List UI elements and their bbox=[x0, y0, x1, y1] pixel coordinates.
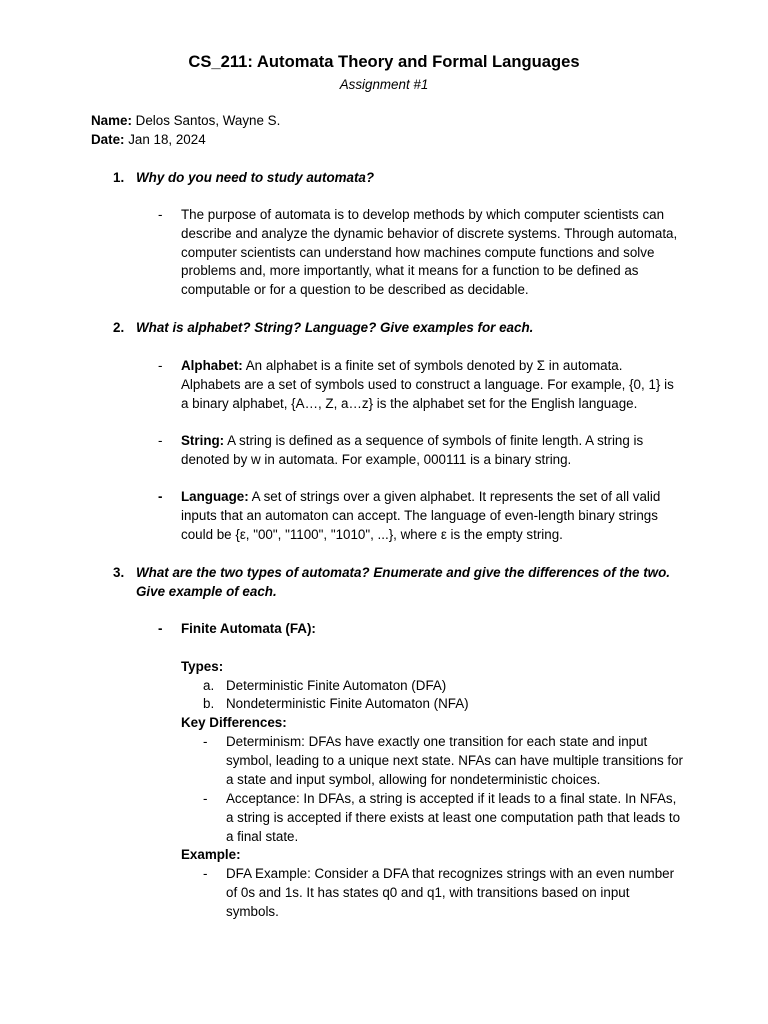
language-paragraph bbox=[181, 488, 678, 544]
type-a-text: Deterministic Finite Automaton (DFA) bbox=[226, 678, 447, 693]
dash-marker: - bbox=[158, 489, 163, 504]
question-text: What is alphabet? String? Language? Give examples for each. bbox=[136, 320, 534, 335]
date-value: Jan 18, 2024 bbox=[128, 132, 206, 147]
dash-marker: - bbox=[158, 621, 163, 636]
date-line bbox=[91, 131, 206, 149]
answer-1 bbox=[158, 206, 678, 300]
name-label: Name: bbox=[91, 113, 132, 128]
language-text: A set of strings over a given alphabet. It represents the set of all valid inputs that an automaton can accept. The language of even-length binary strings could be {ε, "00", "1100", "1010", ...}, where ε is the empty string. bbox=[181, 489, 661, 542]
language-definition bbox=[158, 488, 678, 544]
question-number: 3. bbox=[113, 565, 125, 580]
alphabet-definition bbox=[158, 357, 678, 413]
key-differences-label: Key Differences: bbox=[181, 715, 287, 730]
difference-acceptance bbox=[203, 790, 683, 846]
answer-text: The purpose of automata is to develop methods by which computer scientists can describe and analyze the dynamic behavior of discrete systems. Through automata, computer scientists can understand how machines compute functions and solve problems and, more importantly, what it means for a function to be defined as computable or for a question to be described as decidable. bbox=[181, 207, 678, 298]
type-b bbox=[203, 695, 683, 714]
dash-marker: - bbox=[158, 433, 163, 448]
list-marker: a. bbox=[203, 678, 215, 693]
alphabet-paragraph bbox=[181, 357, 678, 413]
string-label: String: bbox=[181, 433, 225, 448]
list-marker: b. bbox=[203, 696, 215, 711]
dash-marker: - bbox=[203, 866, 208, 881]
finite-automata-heading bbox=[158, 620, 678, 639]
question-number: 1. bbox=[113, 170, 125, 185]
type-b-text: Nondeterministic Finite Automaton (NFA) bbox=[226, 696, 469, 711]
difference-determinism bbox=[203, 733, 683, 789]
page-subtitle: Assignment #1 bbox=[339, 77, 429, 92]
name-line bbox=[91, 112, 280, 130]
dfa-example bbox=[203, 865, 683, 921]
question-3 bbox=[113, 564, 673, 602]
string-text: A string is defined as a sequence of symbols of finite length. A string is denoted by w in automata. For example, 000111 is a binary string. bbox=[181, 433, 644, 467]
question-text: What are the two types of automata? Enumerate and give the differences of the two. Give example of each. bbox=[136, 565, 670, 599]
difference-determinism-text: Determinism: DFAs have exactly one transition for each state and input symbol, leading to a unique next state. NFAs can have multiple transitions for a state and input symbol, allowing for nondeterministic choices. bbox=[226, 734, 684, 787]
types-label: Types: bbox=[181, 659, 224, 674]
alphabet-label: Alphabet: bbox=[181, 358, 243, 373]
name-value: Delos Santos, Wayne S. bbox=[135, 113, 281, 128]
difference-acceptance-text: Acceptance: In DFAs, a string is accepted if it leads to a final state. In NFAs, a string is accepted if there exists at least one computation path that leads to a final state. bbox=[226, 791, 681, 844]
dash-marker: - bbox=[158, 358, 163, 373]
alphabet-text: An alphabet is a finite set of symbols denoted by Σ in automata. Alphabets are a set of symbols used to construct a language. For example, {0, 1} is a binary alphabet, {A…, Z, a…z} is the alphabet set for the English language. bbox=[181, 358, 674, 411]
example-label: Example: bbox=[181, 847, 241, 862]
question-2 bbox=[113, 319, 673, 338]
string-definition bbox=[158, 432, 678, 470]
page-title: CS_211: Automata Theory and Formal Languages bbox=[188, 52, 580, 71]
language-label: Language: bbox=[181, 489, 249, 504]
dash-marker: - bbox=[158, 207, 163, 222]
type-a bbox=[203, 677, 683, 696]
date-label: Date: bbox=[91, 132, 125, 147]
question-number: 2. bbox=[113, 320, 125, 335]
dfa-example-text: DFA Example: Consider a DFA that recognizes strings with an even number of 0s and 1s. It has states q0 and q1, with transitions based on input symbols. bbox=[226, 866, 675, 919]
finite-automata-label: Finite Automata (FA): bbox=[181, 621, 316, 636]
dash-marker: - bbox=[203, 734, 208, 749]
question-text: Why do you need to study automata? bbox=[136, 170, 375, 185]
string-paragraph bbox=[181, 432, 678, 470]
question-1 bbox=[113, 169, 673, 188]
dash-marker: - bbox=[203, 791, 208, 806]
